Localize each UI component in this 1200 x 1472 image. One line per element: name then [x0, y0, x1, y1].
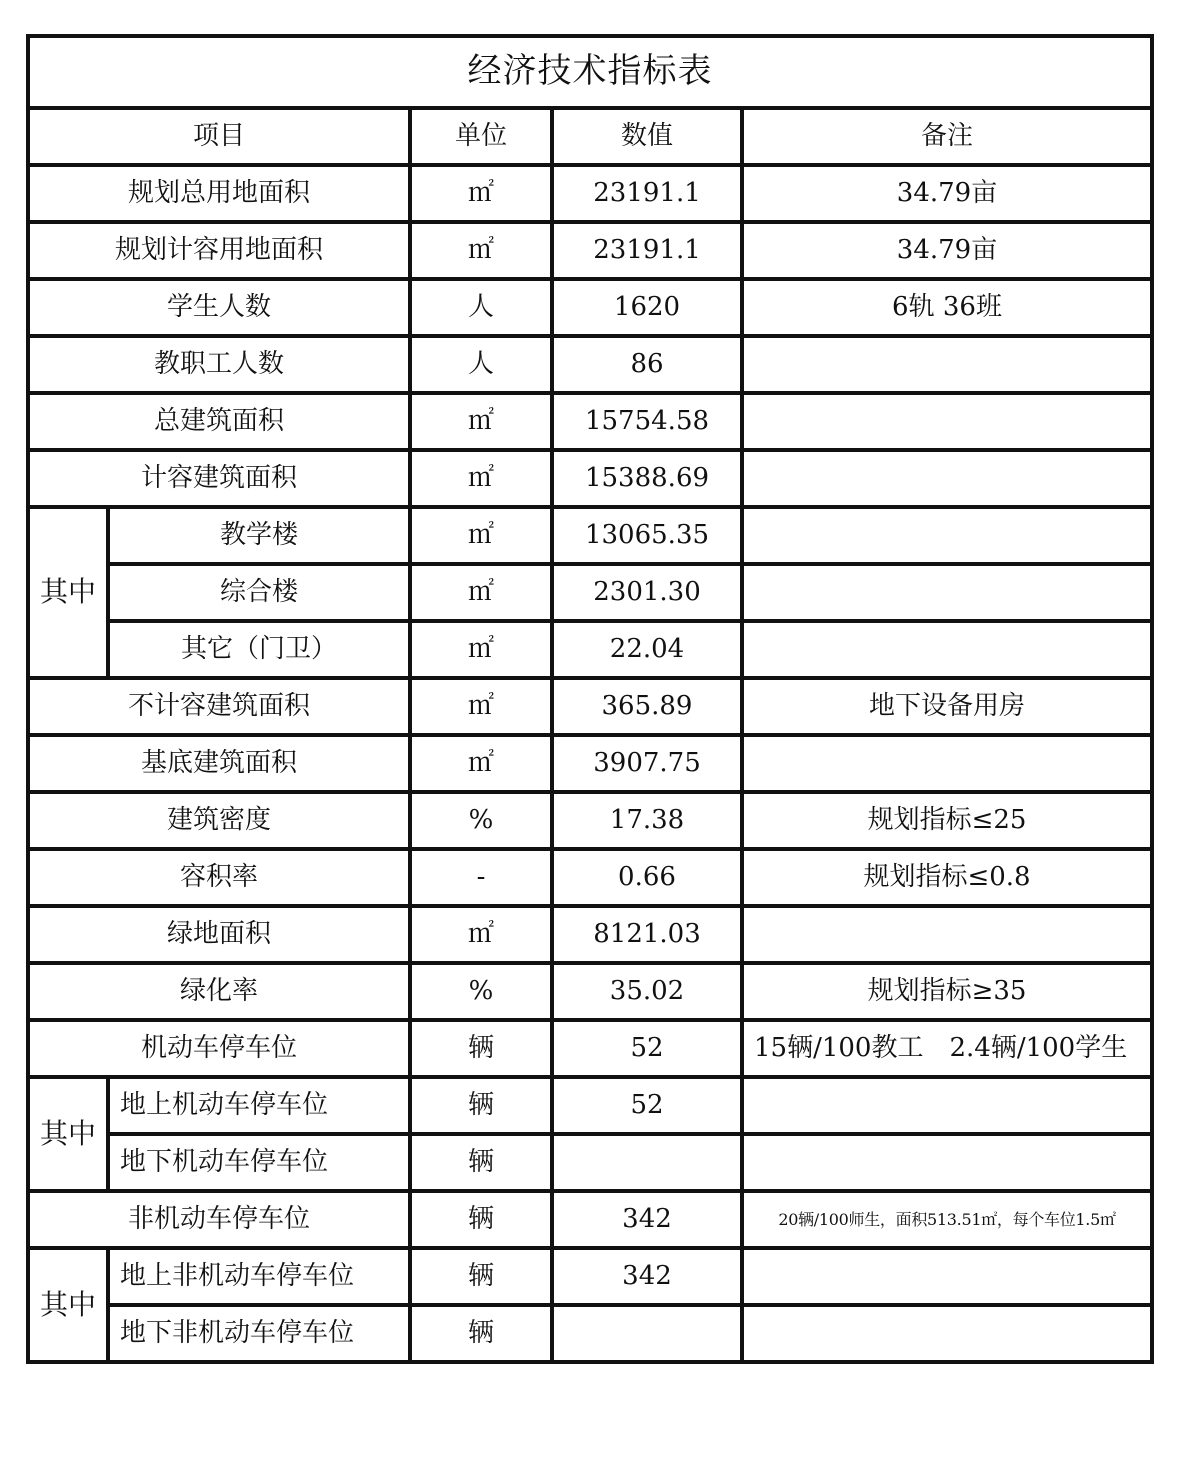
- row-item: 综合楼: [108, 564, 410, 621]
- header-value: 数值: [552, 108, 742, 165]
- row-item: 规划总用地面积: [28, 165, 410, 222]
- table-row: [28, 279, 1152, 336]
- row-unit: 辆: [410, 1134, 552, 1191]
- row-note: [742, 906, 1152, 963]
- row-unit: %: [410, 792, 552, 849]
- row-unit: %: [410, 963, 552, 1020]
- table-row: [28, 1191, 1152, 1248]
- row-item: 建筑密度: [28, 792, 410, 849]
- row-unit: ㎡: [410, 906, 552, 963]
- row-note: 15辆/100教工 2.4辆/100学生: [742, 1020, 1152, 1077]
- row-item: 基底建筑面积: [28, 735, 410, 792]
- row-value: 342: [552, 1191, 742, 1248]
- row-value: 1620: [552, 279, 742, 336]
- row-unit: ㎡: [410, 222, 552, 279]
- row-value: 0.66: [552, 849, 742, 906]
- group-label: 其中: [28, 1077, 108, 1191]
- group-label: 其中: [28, 1248, 108, 1362]
- row-unit: ㎡: [410, 507, 552, 564]
- header-item: 项目: [28, 108, 410, 165]
- row-unit: ㎡: [410, 564, 552, 621]
- table-row: [28, 507, 1152, 564]
- row-note: [742, 1134, 1152, 1191]
- table-row: [28, 963, 1152, 1020]
- row-note: [742, 336, 1152, 393]
- table-row: [28, 735, 1152, 792]
- row-value: 17.38: [552, 792, 742, 849]
- row-note: [742, 1077, 1152, 1134]
- row-value: 342: [552, 1248, 742, 1305]
- group-label: 其中: [28, 507, 108, 678]
- table-row: [28, 906, 1152, 963]
- table-row: [28, 1305, 1152, 1362]
- table-row: [28, 222, 1152, 279]
- header-note: 备注: [742, 108, 1152, 165]
- row-item: 绿化率: [28, 963, 410, 1020]
- row-item: 地上机动车停车位: [108, 1077, 410, 1134]
- row-item: 机动车停车位: [28, 1020, 410, 1077]
- row-value: 23191.1: [552, 165, 742, 222]
- table-row: [28, 849, 1152, 906]
- row-item: 绿地面积: [28, 906, 410, 963]
- row-item: 地下非机动车停车位: [108, 1305, 410, 1362]
- row-value: 8121.03: [552, 906, 742, 963]
- row-item: 规划计容用地面积: [28, 222, 410, 279]
- table-row: [28, 393, 1152, 450]
- row-value: 35.02: [552, 963, 742, 1020]
- row-unit: 人: [410, 336, 552, 393]
- row-note: 规划指标≤0.8: [742, 849, 1152, 906]
- table-row: [28, 621, 1152, 678]
- row-item: 非机动车停车位: [28, 1191, 410, 1248]
- row-value: 3907.75: [552, 735, 742, 792]
- row-unit: -: [410, 849, 552, 906]
- row-unit: ㎡: [410, 450, 552, 507]
- row-item: 学生人数: [28, 279, 410, 336]
- row-unit: ㎡: [410, 621, 552, 678]
- row-note: [742, 564, 1152, 621]
- row-value: 365.89: [552, 678, 742, 735]
- row-value: 23191.1: [552, 222, 742, 279]
- row-value: 22.04: [552, 621, 742, 678]
- row-unit: 辆: [410, 1077, 552, 1134]
- row-value: 2301.30: [552, 564, 742, 621]
- row-unit: 辆: [410, 1191, 552, 1248]
- row-note: 34.79亩: [742, 165, 1152, 222]
- row-unit: ㎡: [410, 393, 552, 450]
- row-note: [742, 735, 1152, 792]
- row-item: 地下机动车停车位: [108, 1134, 410, 1191]
- row-value: [552, 1305, 742, 1362]
- table-row: [28, 564, 1152, 621]
- row-value: 52: [552, 1020, 742, 1077]
- row-item: 地上非机动车停车位: [108, 1248, 410, 1305]
- row-note: 地下设备用房: [742, 678, 1152, 735]
- row-value: 15754.58: [552, 393, 742, 450]
- row-unit: 辆: [410, 1305, 552, 1362]
- row-unit: ㎡: [410, 165, 552, 222]
- row-value: 13065.35: [552, 507, 742, 564]
- row-value: 15388.69: [552, 450, 742, 507]
- row-item: 计容建筑面积: [28, 450, 410, 507]
- row-note: 规划指标≤25: [742, 792, 1152, 849]
- header-row: [28, 108, 1152, 165]
- row-note: 34.79亩: [742, 222, 1152, 279]
- row-item: 总建筑面积: [28, 393, 410, 450]
- row-unit: 辆: [410, 1248, 552, 1305]
- table-title: 经济技术指标表: [28, 36, 1152, 108]
- row-item: 教学楼: [108, 507, 410, 564]
- row-note: [742, 621, 1152, 678]
- table-row: [28, 792, 1152, 849]
- row-note: 6轨 36班: [742, 279, 1152, 336]
- economic-indicators-table-sheet: [26, 34, 1150, 1364]
- row-note: [742, 1305, 1152, 1362]
- table-row: [28, 165, 1152, 222]
- row-note: [742, 450, 1152, 507]
- economic-indicators-table: [26, 34, 1154, 1364]
- row-note: 20辆/100师生，面积513.51㎡，每个车位1.5㎡: [742, 1191, 1152, 1248]
- row-note: [742, 507, 1152, 564]
- row-item: 教职工人数: [28, 336, 410, 393]
- row-unit: ㎡: [410, 735, 552, 792]
- row-note: 规划指标≥35: [742, 963, 1152, 1020]
- table-row: [28, 1134, 1152, 1191]
- row-note: [742, 1248, 1152, 1305]
- row-item: 容积率: [28, 849, 410, 906]
- row-item: 其它（门卫）: [108, 621, 410, 678]
- row-item: 不计容建筑面积: [28, 678, 410, 735]
- header-unit: 单位: [410, 108, 552, 165]
- row-note: [742, 393, 1152, 450]
- row-unit: 人: [410, 279, 552, 336]
- table-row: [28, 450, 1152, 507]
- row-value: 86: [552, 336, 742, 393]
- row-value: 52: [552, 1077, 742, 1134]
- table-row: [28, 1248, 1152, 1305]
- table-row: [28, 336, 1152, 393]
- table-row: [28, 678, 1152, 735]
- row-unit: ㎡: [410, 678, 552, 735]
- table-row: [28, 1077, 1152, 1134]
- table-row: [28, 1020, 1152, 1077]
- row-unit: 辆: [410, 1020, 552, 1077]
- row-value: [552, 1134, 742, 1191]
